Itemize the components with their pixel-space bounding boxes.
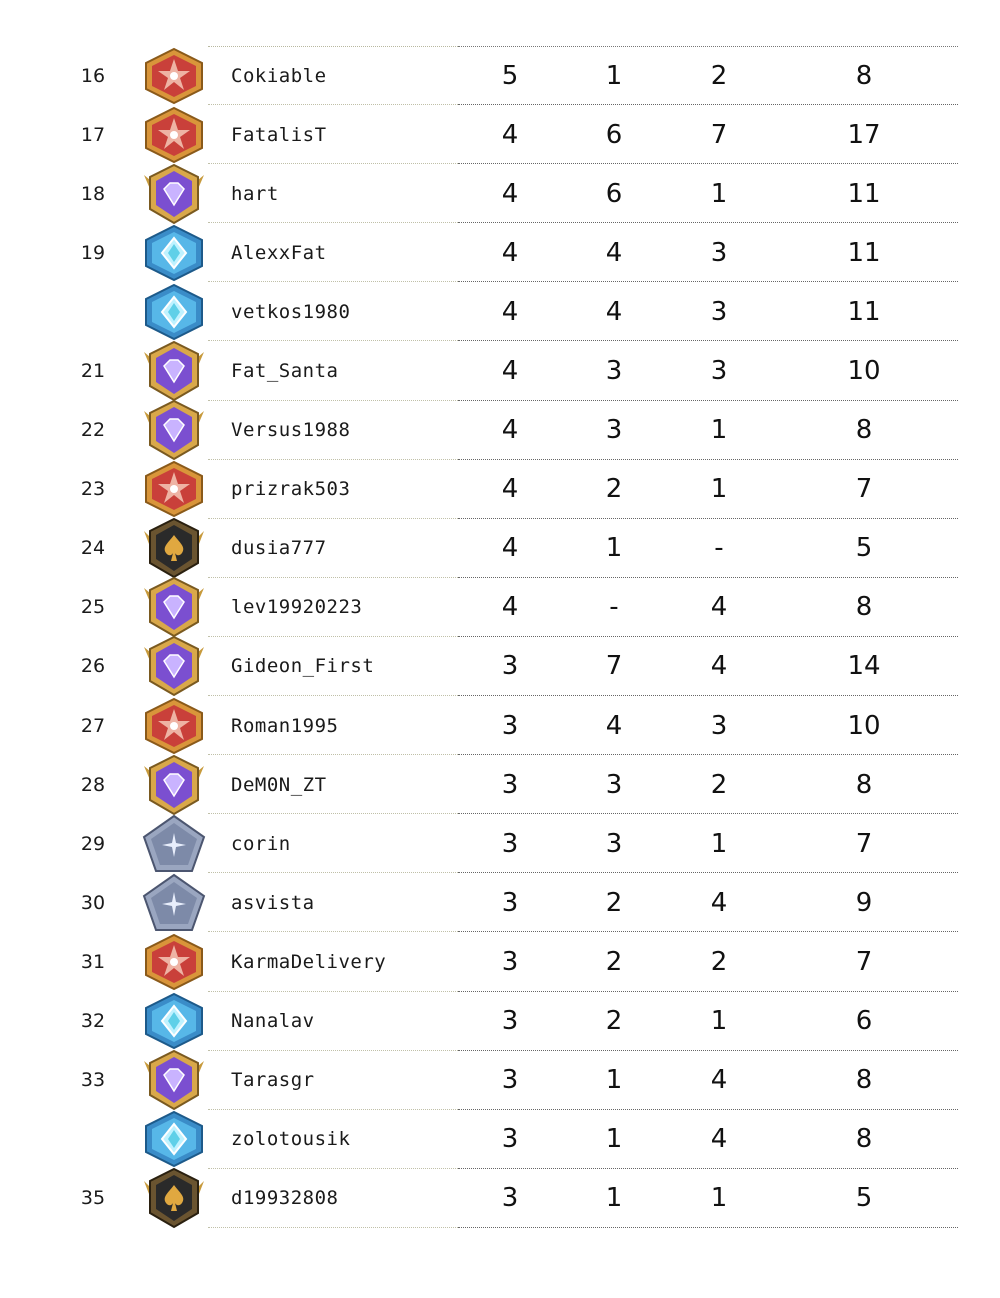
score-col-3: 3 [710, 356, 728, 387]
player-name: corin [231, 832, 291, 855]
player-name: AlexxFat [231, 241, 327, 264]
purple-diamond-badge-icon [140, 635, 208, 697]
table-row [0, 223, 1000, 282]
player-name: dusia777 [231, 537, 327, 560]
table-row [0, 1110, 1000, 1169]
table-row [0, 282, 1000, 341]
player-name: Versus1988 [231, 419, 351, 442]
score-col-3: 2 [710, 60, 728, 91]
score-col-2: 1 [605, 1065, 623, 1096]
score-col-2: 4 [605, 237, 623, 268]
total-score: 10 [847, 356, 881, 387]
purple-diamond-badge-icon [140, 754, 208, 816]
score-col-2: 1 [605, 1183, 623, 1214]
score-col-1: 3 [501, 1006, 519, 1037]
red-star-badge-icon [140, 458, 208, 520]
total-score: 17 [847, 119, 881, 150]
total-score: 11 [847, 296, 881, 327]
rank-number: 24 [80, 537, 106, 560]
player-name: vetkos1980 [231, 300, 351, 323]
rank-number: 35 [80, 1187, 106, 1210]
score-col-1: 3 [501, 710, 519, 741]
score-col-3: 1 [710, 474, 728, 505]
total-score: 11 [847, 237, 881, 268]
score-col-3: 1 [710, 828, 728, 859]
blue-crystal-badge-icon [140, 1108, 208, 1170]
score-col-3: - [714, 533, 724, 564]
score-col-2: 4 [605, 296, 623, 327]
total-score: 5 [855, 533, 873, 564]
purple-diamond-badge-icon [140, 399, 208, 461]
purple-diamond-badge-icon [140, 1049, 208, 1111]
score-col-1: 5 [501, 60, 519, 91]
score-col-1: 4 [501, 474, 519, 505]
total-score: 11 [847, 178, 881, 209]
score-col-1: 3 [501, 887, 519, 918]
score-col-3: 3 [710, 710, 728, 741]
score-col-2: 1 [605, 1124, 623, 1155]
player-name: zolotousik [231, 1128, 351, 1151]
rank-number: 27 [80, 714, 106, 737]
score-col-3: 4 [710, 887, 728, 918]
score-col-1: 4 [501, 592, 519, 623]
table-row [0, 755, 1000, 814]
score-col-1: 4 [501, 119, 519, 150]
red-star-badge-icon [140, 931, 208, 993]
table-row [0, 992, 1000, 1051]
player-name: DeM0N_ZT [231, 773, 327, 796]
player-name: asvista [231, 891, 315, 914]
score-col-1: 3 [501, 946, 519, 977]
player-name: d19932808 [231, 1187, 339, 1210]
score-col-3: 4 [710, 592, 728, 623]
purple-diamond-badge-icon [140, 340, 208, 402]
table-row [0, 696, 1000, 755]
rank-number: 17 [80, 123, 106, 146]
rank-number: 25 [80, 596, 106, 619]
score-col-2: 2 [605, 474, 623, 505]
total-score: 8 [855, 1065, 873, 1096]
score-col-3: 3 [710, 296, 728, 327]
total-score: 6 [855, 1006, 873, 1037]
score-col-2: 7 [605, 651, 623, 682]
table-row [0, 164, 1000, 223]
player-name: lev19920223 [231, 596, 363, 619]
rank-number: 31 [80, 950, 106, 973]
total-score: 8 [855, 769, 873, 800]
table-row [0, 401, 1000, 460]
red-star-badge-icon [140, 695, 208, 757]
table-row [0, 1051, 1000, 1110]
score-col-3: 4 [710, 1124, 728, 1155]
player-name: Tarasgr [231, 1069, 315, 1092]
table-row [0, 519, 1000, 578]
score-col-3: 1 [710, 415, 728, 446]
player-name: Roman1995 [231, 714, 339, 737]
rank-number: 19 [80, 241, 106, 264]
score-col-2: 6 [605, 119, 623, 150]
red-star-badge-icon [140, 45, 208, 107]
total-score: 14 [847, 651, 881, 682]
rank-number: 26 [80, 655, 106, 678]
rank-number: 16 [80, 64, 106, 87]
total-score: 8 [855, 415, 873, 446]
table-row [0, 341, 1000, 400]
silver-pentagon-badge-icon [140, 813, 208, 875]
score-col-2: 3 [605, 356, 623, 387]
score-col-1: 4 [501, 237, 519, 268]
score-col-2: - [609, 592, 619, 623]
black-spade-badge-icon [140, 1167, 208, 1229]
player-name: FatalisT [231, 123, 327, 146]
rank-number: 32 [80, 1010, 106, 1033]
score-col-2: 2 [605, 946, 623, 977]
player-name: Cokiable [231, 64, 327, 87]
black-spade-badge-icon [140, 517, 208, 579]
table-row [0, 1169, 1000, 1228]
table-row [0, 105, 1000, 164]
rank-number: 18 [80, 182, 106, 205]
player-name: Fat_Santa [231, 360, 339, 383]
player-name: Nanalav [231, 1010, 315, 1033]
table-row [0, 637, 1000, 696]
table-row [0, 460, 1000, 519]
player-name: prizrak503 [231, 478, 351, 501]
score-col-3: 1 [710, 178, 728, 209]
player-name: Gideon_First [231, 655, 375, 678]
score-col-1: 4 [501, 178, 519, 209]
table-row [0, 578, 1000, 637]
table-rows [0, 46, 1000, 1228]
score-col-2: 1 [605, 60, 623, 91]
total-score: 7 [855, 474, 873, 505]
blue-crystal-badge-icon [140, 281, 208, 343]
table-row [0, 932, 1000, 991]
rank-number: 28 [80, 773, 106, 796]
total-score: 9 [855, 887, 873, 918]
total-score: 8 [855, 1124, 873, 1155]
table-row [0, 814, 1000, 873]
score-col-1: 3 [501, 1065, 519, 1096]
total-score: 7 [855, 946, 873, 977]
score-col-2: 6 [605, 178, 623, 209]
table-row [0, 46, 1000, 105]
score-col-3: 2 [710, 769, 728, 800]
rank-number: 29 [80, 832, 106, 855]
player-name: KarmaDelivery [231, 950, 387, 973]
red-star-badge-icon [140, 104, 208, 166]
score-col-1: 4 [501, 296, 519, 327]
score-col-1: 3 [501, 651, 519, 682]
score-col-2: 3 [605, 828, 623, 859]
score-col-1: 4 [501, 356, 519, 387]
score-col-2: 1 [605, 533, 623, 564]
rank-number: 22 [80, 419, 106, 442]
total-score: 8 [855, 592, 873, 623]
score-col-3: 4 [710, 651, 728, 682]
score-col-3: 1 [710, 1183, 728, 1214]
total-score: 8 [855, 60, 873, 91]
score-col-3: 4 [710, 1065, 728, 1096]
table-row [0, 873, 1000, 932]
score-col-2: 2 [605, 1006, 623, 1037]
purple-diamond-badge-icon [140, 576, 208, 638]
rank-number: 21 [80, 360, 106, 383]
score-col-2: 4 [605, 710, 623, 741]
total-score: 5 [855, 1183, 873, 1214]
rank-number: 30 [80, 891, 106, 914]
score-col-1: 3 [501, 1183, 519, 1214]
purple-diamond-badge-icon [140, 163, 208, 225]
score-col-1: 3 [501, 769, 519, 800]
score-col-2: 2 [605, 887, 623, 918]
score-col-3: 7 [710, 119, 728, 150]
score-col-1: 4 [501, 415, 519, 446]
score-col-1: 3 [501, 828, 519, 859]
score-col-3: 2 [710, 946, 728, 977]
total-score: 7 [855, 828, 873, 859]
silver-pentagon-badge-icon [140, 872, 208, 934]
player-name: hart [231, 182, 279, 205]
blue-crystal-badge-icon [140, 990, 208, 1052]
score-col-1: 4 [501, 533, 519, 564]
rank-number: 23 [80, 478, 106, 501]
score-col-3: 3 [710, 237, 728, 268]
leaderboard-table [0, 46, 1000, 1228]
total-score: 10 [847, 710, 881, 741]
rank-number: 33 [80, 1069, 106, 1092]
blue-crystal-badge-icon [140, 222, 208, 284]
score-col-1: 3 [501, 1124, 519, 1155]
score-col-3: 1 [710, 1006, 728, 1037]
score-col-2: 3 [605, 769, 623, 800]
score-col-2: 3 [605, 415, 623, 446]
